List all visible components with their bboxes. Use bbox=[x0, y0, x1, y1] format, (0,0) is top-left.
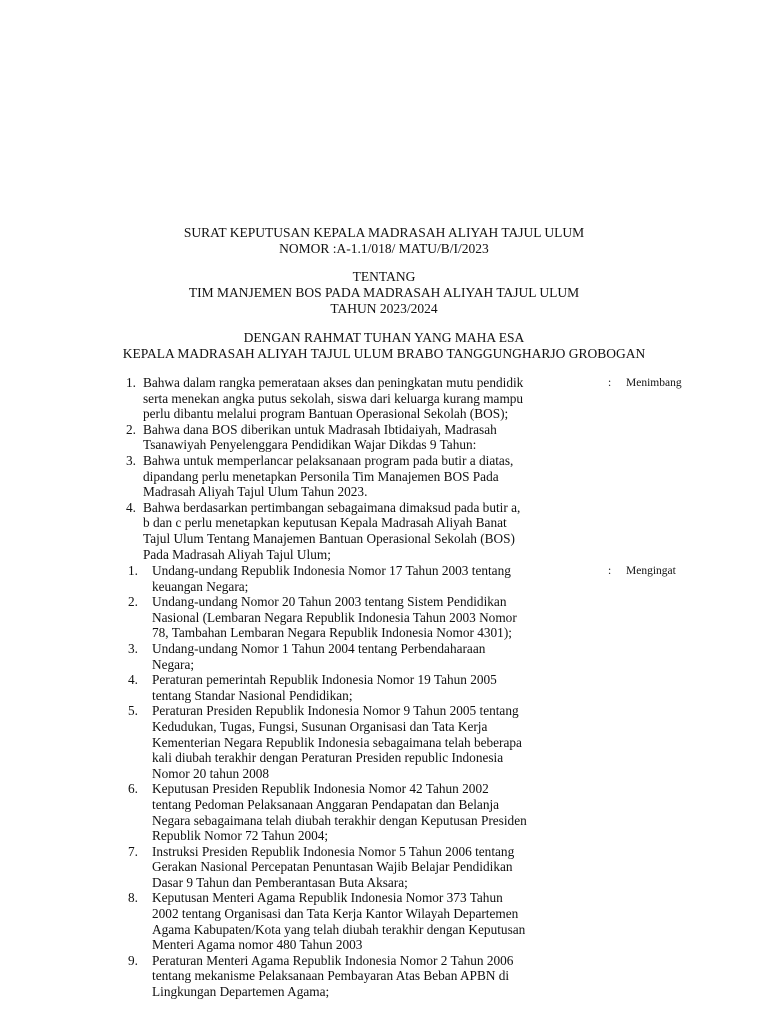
item-number: 1. bbox=[128, 563, 138, 578]
item-text-line: Bahwa dalam rangka pemerataan akses dan peningkatan mutu pendidik bbox=[143, 375, 524, 390]
menimbang-item bbox=[118, 500, 598, 562]
item-text-line: tentang Standar Nasional Pendidikan; bbox=[152, 687, 353, 703]
mengingat-item bbox=[118, 594, 598, 641]
item-text-line: Nomor 20 tahun 2008 bbox=[152, 765, 270, 781]
item-text-line: Undang-undang Republik Indonesia Nomor 17 Tahun 2003 tentang bbox=[152, 563, 511, 578]
item-text-line: tentang Pedoman Pelaksanaan Anggaran Pendapatan dan Belanja bbox=[152, 796, 500, 812]
item-text-line: Peraturan Menteri Agama Republik Indonesia Nomor 2 Tahun 2006 bbox=[152, 952, 514, 968]
item-number: 2. bbox=[128, 594, 138, 610]
mengingat-item bbox=[118, 953, 598, 1000]
item-text bbox=[152, 641, 598, 672]
mengingat-item bbox=[118, 781, 598, 843]
item-text-line: 2002 tentang Organisasi dan Tata Kerja Kantor Wilayah Departemen bbox=[152, 906, 519, 922]
item-text-line: Bahwa untuk memperlancar pelaksanaan program pada butir a diatas, bbox=[143, 452, 514, 468]
mengingat-item bbox=[118, 563, 598, 594]
item-text-line: serta menekan angka putus sekolah, siswa dari keluarga kurang mampu bbox=[143, 390, 524, 406]
mengingat-label bbox=[608, 564, 676, 578]
item-text-line: perlu dibantu melalui program Bantuan Operasional Sekolah (BOS); bbox=[143, 406, 509, 422]
item-text-line: Republik Nomor 72 Tahun 2004; bbox=[152, 828, 329, 844]
tentang-heading: TENTANG bbox=[352, 269, 416, 284]
item-text bbox=[143, 422, 598, 453]
item-text-line: Dasar 9 Tahun dan Pemberantasan Buta Aksara; bbox=[152, 874, 408, 890]
mengingat-item bbox=[118, 844, 598, 891]
item-text-line: Nasional (Lembaran Negara Republik Indonesia Tahun 2003 Nomor bbox=[152, 609, 517, 625]
item-number: 9. bbox=[128, 952, 138, 968]
mengingat-item bbox=[118, 672, 598, 703]
item-text bbox=[152, 844, 598, 891]
item-text-line: tentang mekanisme Pelaksanaan Pembayaran Atas Beban APBN di bbox=[152, 968, 510, 984]
item-text-line: Undang-undang Nomor 20 Tahun 2003 tentang Sistem Pendidikan bbox=[152, 594, 507, 610]
subject-year: TAHUN 2023/2024 bbox=[330, 301, 438, 316]
item-text-line: Bahwa dana BOS diberikan untuk Madrasah Ibtidaiyah, Madrasah bbox=[143, 421, 497, 437]
mengingat-item bbox=[118, 703, 598, 781]
item-text bbox=[152, 594, 598, 641]
label-colon: : bbox=[608, 565, 612, 577]
decree-subject bbox=[0, 269, 768, 317]
item-text bbox=[152, 781, 598, 843]
item-text-line: Pada Madrasah Aliyah Tajul Ulum; bbox=[143, 546, 331, 562]
issuer-line: KEPALA MADRASAH ALIYAH TAJUL ULUM BRABO TANGGUNGHARJO GROBOGAN bbox=[122, 346, 646, 361]
item-text-line: Peraturan pemerintah Republik Indonesia Nomor 19 Tahun 2005 bbox=[152, 672, 497, 688]
item-text bbox=[143, 500, 598, 562]
decree-invocation bbox=[0, 330, 768, 362]
mengingat-item bbox=[118, 641, 598, 672]
item-text-line: kali diubah terakhir dengan Peraturan Presiden republic Indonesia bbox=[152, 750, 504, 766]
menimbang-item bbox=[118, 375, 598, 422]
item-number: 4. bbox=[126, 499, 136, 515]
item-number: 3. bbox=[128, 640, 138, 656]
decree-number: NOMOR :A-1.1/018/ MATU/B/I/2023 bbox=[279, 241, 489, 256]
item-text-line: Agama Kabupaten/Kota yang telah diubah terakhir dengan Keputusan bbox=[152, 921, 526, 937]
menimbang-list bbox=[118, 375, 598, 562]
label-colon: : bbox=[608, 377, 612, 389]
item-number: 5. bbox=[128, 703, 138, 719]
item-text-line: Negara sebagaimana telah diubah terakhir dengan Keputusan Presiden bbox=[152, 812, 527, 828]
item-text-line: Gerakan Nasional Percepatan Penuntasan Wajib Belajar Pendidikan bbox=[152, 859, 513, 875]
menimbang-item bbox=[118, 422, 598, 453]
item-text-line: Negara; bbox=[152, 656, 195, 672]
item-number: 1. bbox=[126, 375, 136, 390]
item-text-line: Tsanawiyah Penyelenggara Pendidikan Wajar Dikdas 9 Tahun: bbox=[143, 437, 477, 453]
mengingat-list bbox=[118, 563, 598, 1000]
item-text-line: Lingkungan Departemen Agama; bbox=[152, 984, 330, 1000]
item-text bbox=[152, 672, 598, 703]
item-text-line: Instruksi Presiden Republik Indonesia Nomor 5 Tahun 2006 tentang bbox=[152, 843, 515, 859]
item-number: 6. bbox=[128, 781, 138, 797]
item-number: 2. bbox=[126, 421, 136, 437]
invocation-line: DENGAN RAHMAT TUHAN YANG MAHA ESA bbox=[243, 330, 525, 345]
item-text-line: Madrasah Aliyah Tajul Ulum Tahun 2023. bbox=[143, 484, 368, 500]
item-text-line: Bahwa berdasarkan pertimbangan sebagaimana dimaksud pada butir a, bbox=[143, 499, 521, 515]
label-text: Menimbang bbox=[626, 377, 682, 389]
item-text bbox=[152, 563, 598, 594]
item-text-line: Peraturan Presiden Republik Indonesia Nomor 9 Tahun 2005 tentang bbox=[152, 703, 519, 719]
decree-title-line: SURAT KEPUTUSAN KEPALA MADRASAH ALIYAH TAJUL ULUM bbox=[183, 225, 585, 240]
item-text-line: Kementerian Negara Republik Indonesia sebagaimana telah beberapa bbox=[152, 734, 522, 750]
item-text-line: Kedudukan, Tugas, Fungsi, Susunan Organisasi dan Tata Kerja bbox=[152, 718, 488, 734]
item-text-line: Tajul Ulum Tentang Manajemen Bantuan Operasional Sekolah (BOS) bbox=[143, 530, 515, 546]
item-number: 3. bbox=[126, 452, 136, 468]
item-number: 4. bbox=[128, 672, 138, 688]
menimbang-item bbox=[118, 453, 598, 500]
item-number: 7. bbox=[128, 843, 138, 859]
item-text-line: Menteri Agama nomor 480 Tahun 2003 bbox=[152, 937, 363, 953]
item-text-line: Keputusan Menteri Agama Republik Indonesia Nomor 373 Tahun bbox=[152, 890, 503, 906]
item-text-line: b dan c perlu menetapkan keputusan Kepala Madrasah Aliyah Banat bbox=[143, 515, 507, 531]
item-text-line: dipandang perlu menetapkan Personila Tim Manajemen BOS Pada bbox=[143, 468, 499, 484]
menimbang-label bbox=[608, 376, 682, 390]
item-text bbox=[152, 890, 598, 952]
item-text-line: keuangan Negara; bbox=[152, 578, 249, 594]
item-number: 8. bbox=[128, 890, 138, 906]
item-text-line: Keputusan Presiden Republik Indonesia Nomor 42 Tahun 2002 bbox=[152, 781, 489, 797]
item-text-line: 78, Tambahan Lembaran Negara Republik Indonesia Nomor 4301); bbox=[152, 625, 512, 641]
item-text bbox=[152, 703, 598, 781]
decree-title bbox=[0, 225, 768, 257]
label-text: Mengingat bbox=[626, 565, 676, 577]
item-text bbox=[143, 453, 598, 500]
item-text bbox=[143, 375, 598, 422]
item-text bbox=[152, 953, 598, 1000]
item-text-line: Undang-undang Nomor 1 Tahun 2004 tentang Perbendaharaan bbox=[152, 640, 486, 656]
subject-line: TIM MANJEMEN BOS PADA MADRASAH ALIYAH TAJUL ULUM bbox=[188, 285, 580, 300]
mengingat-item bbox=[118, 890, 598, 952]
